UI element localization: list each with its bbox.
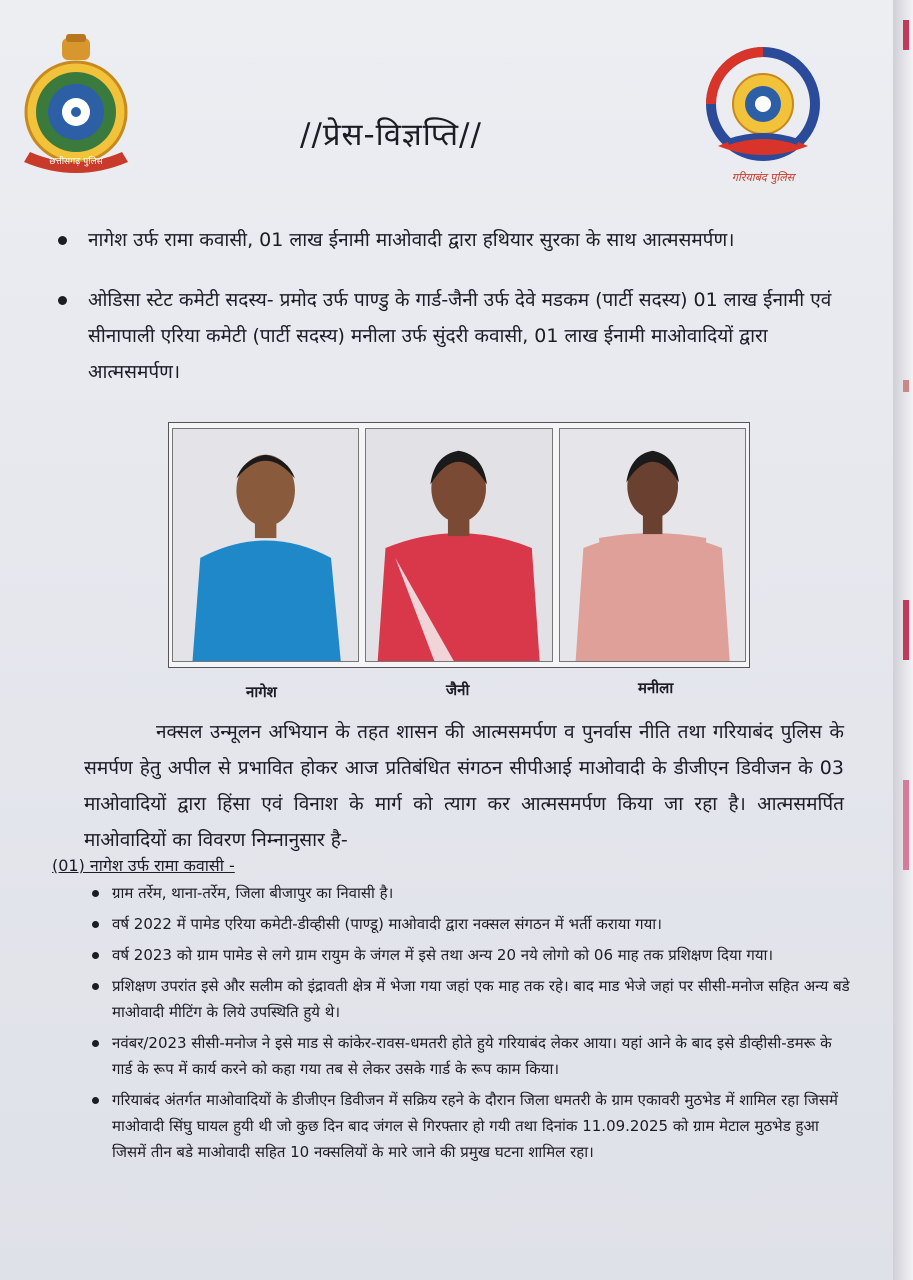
detail-item: वर्ष 2023 को ग्राम पामेड से लगे ग्राम रायुम के जंगल में इसे तथा अन्य 20 नये लोगो को 06 माह तक प्रशिक्षण दिया गया।: [92, 942, 852, 968]
detail-item: गरियाबंद अंतर्गत माओवादियों के डीजीएन डिवीजन में सक्रिय रहने के दौरान जिला धमतरी के ग्राम एकावरी मुठभेड में शामिल रहा जिसमें माओवादी सिंघु घायल हुयी थी जो कुछ दिन बाद जंगल से गिरफ्तार हो गयी तथा दिनांक 11.09.2025 को ग्राम मेटाल मुठभेड हुआ जिसमें तीन बडे माओवादी सहित 10 नक्सलियों के मारे जाने की प्रमुख घटना शामिल रहा।: [92, 1087, 852, 1165]
chhattisgarh-police-emblem-icon: [18, 34, 134, 184]
right-emblem-label: गरियाबंद पुलिस: [731, 171, 795, 184]
edge-mark: [903, 380, 909, 392]
detail-item: प्रशिक्षण उपरांत इसे और सलीम को इंद्रावती क्षेत्र में भेजा गया जहां एक माह तक रहे। बाद माड भेजे जहां पर सीसी-मनोज सहित अन्य बडे माओवादी मीटिंग के लिये उपस्थिति हुये थे।: [92, 973, 852, 1025]
photo-jaini: [365, 428, 552, 662]
photo-nagesh: [172, 428, 359, 662]
headline-bullets: [58, 222, 838, 414]
surrendered-photos: [168, 422, 750, 668]
caption-jaini: जैनी: [446, 681, 470, 699]
bullet-icon: [92, 1040, 99, 1047]
headline-bullet: ओडिसा स्टेट कमेटी सदस्य- प्रमोद उर्फ पाण्डु के गार्ड-जैनी उर्फ देवे मडकम (पार्टी सदस्य) 01 लाख ईनामी एवं सीनापाली एरिया कमेटी (पार्टी सदस्य) मनीला उर्फ सुंदरी कवासी, 01 लाख ईनामी माओवादियों द्वारा आत्मसमर्पण।: [58, 282, 838, 390]
bullet-icon: [92, 1097, 99, 1104]
edge-mark: [903, 600, 909, 660]
detail-item: वर्ष 2022 में पामेड एरिया कमेटी-डीव्हीसी (पाण्डू) माओवादी द्वारा नक्सल संगठन में भर्ती कराया गया।: [92, 911, 852, 937]
edge-mark: [903, 780, 909, 870]
section-heading: (01) नागेश उर्फ रामा कवासी -: [52, 856, 235, 875]
bullet-icon: [58, 296, 67, 305]
bullet-icon: [92, 890, 99, 897]
photo-captions: [168, 679, 748, 706]
bullet-icon: [58, 236, 67, 245]
left-emblem-label: छत्तीसगढ़ पुलिस: [49, 157, 103, 167]
detail-item: ग्राम तर्रेम, थाना-तर्रेम, जिला बीजापुर का निवासी है।: [92, 880, 852, 906]
detail-item: नवंबर/2023 सीसी-मनोज ने इसे माड से कांकेर-रावस-धमतरी होते हुये गरियाबंद लेकर आया। यहां आने के बाद इसे डीव्हीसी-डमरू के गार्ड के रूप में कार्य करने को कहा गया तब से लेकर उसके गार्ड के रूप काम किया।: [92, 1030, 852, 1082]
bullet-icon: [92, 952, 99, 959]
caption-manila: मनीला: [638, 679, 674, 697]
bullet-icon: [92, 983, 99, 990]
page-title: //प्रेस-विज्ञप्ति//: [300, 117, 482, 153]
section-details: [92, 880, 852, 1170]
caption-nagesh: नागेश: [246, 683, 277, 701]
edge-mark: [903, 20, 909, 50]
bullet-icon: [92, 921, 99, 928]
intro-paragraph: नक्सल उन्मूलन अभियान के तहत शासन की आत्मसमर्पण व पुनर्वास नीति तथा गरियाबंद पुलिस के समर्पण हेतु अपील से प्रभावित होकर आज प्रतिबंधित संगठन सीपीआई माओवादी के डीजीएन डिवीजन के 03 माओवादियों द्वारा हिंसा एवं विनाश के मार्ग को त्याग कर आत्मसमर्पण किया जा रहा है। आत्मसमर्पित माओवादियों का विवरण निम्नानुसार है-: [84, 721, 844, 851]
adjacent-page-edge: [893, 0, 913, 1280]
gariyaband-police-emblem-icon: [698, 46, 828, 194]
photo-manila: [559, 428, 746, 662]
headline-bullet: नागेश उर्फ रामा कवासी, 01 लाख ईनामी माओवादी द्वारा हथियार सुरका के साथ आत्मसमर्पण।: [58, 222, 838, 258]
